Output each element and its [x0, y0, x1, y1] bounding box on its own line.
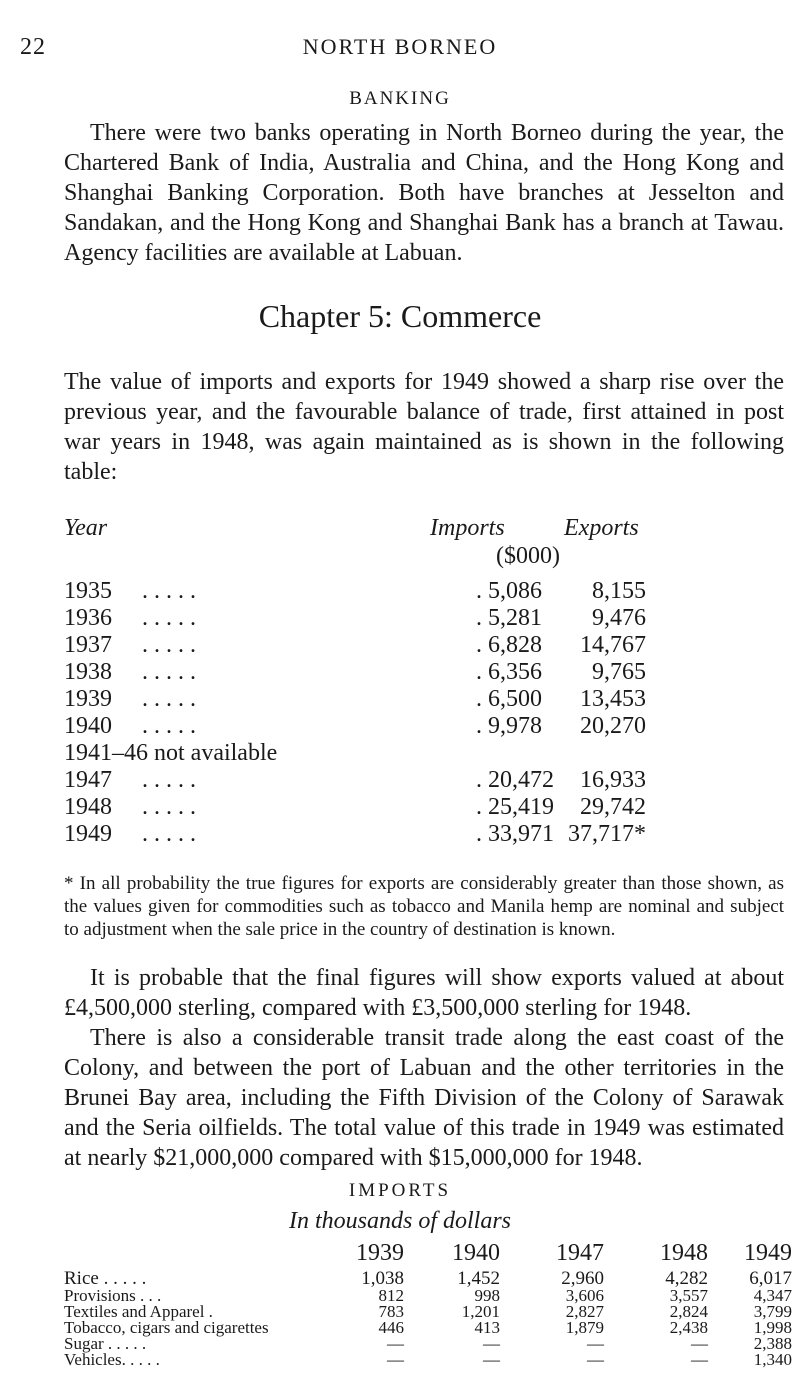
trade-row: [64, 605, 764, 631]
chapter-intro: The value of imports and exports for 1949 showed a sharp rise over the previous year, and the favourable balance of trade, first attained in post war years in 1948, was again maintained as is shown in the following table:: [64, 369, 784, 485]
trade-table-imports-header: Imports: [430, 515, 505, 541]
page-header: [0, 34, 800, 64]
imports-cell: 1,998: [753, 1318, 792, 1337]
imports-cell: 783: [378, 1302, 404, 1321]
banking-paragraph: [64, 118, 784, 268]
trade-year: 1935: [64, 578, 112, 604]
imports-cell: —: [587, 1350, 604, 1369]
trade-table-year-header: Year: [64, 515, 108, 541]
imports-cell: 2,388: [753, 1334, 792, 1353]
trade-row: [64, 767, 764, 793]
trade-year: 1949: [64, 821, 112, 847]
imports-year-header: 1940: [452, 1240, 500, 1266]
imports-cell: 4,347: [753, 1286, 792, 1305]
trade-row: [64, 821, 764, 847]
leader-dots: . . . . .: [142, 794, 196, 820]
trade-row: [64, 794, 764, 820]
imports-cell: 2,438: [669, 1318, 708, 1337]
imports-year-header: 1947: [556, 1240, 604, 1266]
imports-cell: 4,282: [665, 1268, 708, 1289]
imports-cell: 2,827: [565, 1302, 604, 1321]
imports-cell: —: [483, 1334, 500, 1353]
imports-row-label: Sugar . . . . .: [64, 1334, 147, 1353]
imports-row-label: Provisions . . .: [64, 1286, 162, 1305]
trade-table-exports-header: Exports: [564, 515, 639, 541]
imports-cell: —: [483, 1350, 500, 1369]
imports-cell: 3,606: [565, 1286, 604, 1305]
estimate-paragraph-text: It is probable that the final figures will show exports valued at about £4,500,000 sterling, compared with £3,500,000 sterling for 1948.: [64, 965, 784, 1021]
leader-dots: . . . . .: [142, 767, 196, 793]
trade-imports: . 9,978: [476, 713, 542, 739]
trade-exports: 37,717*: [568, 821, 646, 847]
trade-exports: 9,476: [592, 605, 646, 631]
leader-dots: . . . . .: [142, 632, 196, 658]
leader-dots: . . . . .: [142, 578, 196, 604]
trade-imports: . 6,356: [476, 659, 542, 685]
leader-dots: . . . . .: [142, 605, 196, 631]
imports-year-header: 1948: [660, 1240, 708, 1266]
imports-table-subtitle: In thousands of dollars: [288, 1208, 512, 1234]
imports-cell: 1,340: [753, 1350, 792, 1369]
banking-paragraph-text: There were two banks operating in North Borneo during the year, the Chartered Bank of India, Australia and China, and the Hong Kong and Shanghai Banking Corporation. Both have branches at Jesselton and Sandakan, and the Hong Kong and Shanghai Bank has a branch at Tawau. Agency facilities are available at Labuan.: [64, 120, 784, 266]
trade-year: 1938: [64, 659, 112, 685]
imports-cell: —: [587, 1334, 604, 1353]
leader-dots: . . . . .: [142, 686, 196, 712]
imports-table-title: IMPORTS: [348, 1180, 452, 1201]
leader-dots: . . . . .: [142, 821, 196, 847]
trade-year: 1940: [64, 713, 112, 739]
estimate-paragraph: [64, 963, 784, 1023]
imports-year-header: 1949: [744, 1240, 792, 1266]
trade-exports: 20,270: [580, 713, 646, 739]
banking-heading: BANKING: [349, 88, 451, 109]
trade-exports: 16,933: [580, 767, 646, 793]
imports-cell: 6,017: [749, 1268, 792, 1289]
trade-row: [64, 632, 764, 658]
trade-row-not-available: [64, 740, 764, 766]
imports-cell: 446: [378, 1318, 404, 1337]
trade-imports: . 25,419: [476, 794, 554, 820]
trade-row: [64, 578, 764, 604]
trade-row: [64, 659, 764, 685]
trade-imports: . 5,086: [476, 578, 542, 604]
transit-paragraph-text: There is also a considerable transit trade along the east coast of the Colony, and between the port of Labuan and the other territories in the Brunei Bay area, including the Fifth Division of the Colony of Sarawak and the Seria oilfields. The total value of this trade in 1949 was estimated at nearly $21,000,000 compared with $15,000,000 for 1948.: [64, 1025, 784, 1171]
imports-cell: 812: [378, 1286, 404, 1305]
trade-exports: 9,765: [592, 659, 646, 685]
imports-cell: 1,879: [565, 1318, 604, 1337]
imports-cell: 1,038: [361, 1268, 404, 1289]
imports-cell: 3,799: [753, 1302, 792, 1321]
imports-year-header: 1939: [356, 1240, 404, 1266]
trade-exports: 14,767: [580, 632, 646, 658]
imports-cell: —: [691, 1350, 708, 1369]
trade-year: 1936: [64, 605, 112, 631]
imports-cell: —: [691, 1334, 708, 1353]
trade-footnote: * In all probability the true figures for exports are considerably greater than those shown, as the values given for commodities such as tobacco and Manila hemp are nominal and subject to adjustment when the sale price in the country of destination is known.: [64, 873, 784, 940]
trade-exports: 13,453: [580, 686, 646, 712]
imports-cell: 2,824: [669, 1302, 708, 1321]
trade-imports: . 20,472: [476, 767, 554, 793]
imports-cell: 998: [474, 1286, 500, 1305]
trade-row: [64, 713, 764, 739]
trade-imports: . 6,500: [476, 686, 542, 712]
imports-row-label: Textiles and Apparel .: [64, 1302, 213, 1321]
page-number: 22: [20, 34, 46, 60]
imports-cell: 3,557: [669, 1286, 708, 1305]
trade-imports: . 6,828: [476, 632, 542, 658]
trade-year: 1939: [64, 686, 112, 712]
trade-year: 1937: [64, 632, 112, 658]
trade-exports: 29,742: [580, 794, 646, 820]
imports-row-label: Rice . . . . .: [64, 1268, 147, 1289]
trade-year: 1941–46 not available: [64, 740, 278, 766]
trade-exports: 8,155: [592, 578, 646, 604]
trade-year: 1947: [64, 767, 112, 793]
trade-table-unit: ($000): [496, 543, 560, 569]
imports-cell: 2,960: [561, 1268, 604, 1289]
running-head: NORTH BORNEO: [302, 34, 498, 59]
imports-cell: —: [387, 1350, 404, 1369]
leader-dots: . . . . .: [142, 659, 196, 685]
imports-cell: 413: [474, 1318, 500, 1337]
imports-cell: 1,201: [461, 1302, 500, 1321]
trade-imports: . 5,281: [476, 605, 542, 631]
imports-row-label: Vehicles. . . . .: [64, 1350, 160, 1369]
imports-cell: 1,452: [457, 1268, 500, 1289]
imports-row-label: Tobacco, cigars and cigarettes: [64, 1318, 269, 1337]
trade-year: 1948: [64, 794, 112, 820]
chapter-title: Chapter 5: Commerce: [258, 298, 542, 334]
trade-imports: . 33,971: [476, 821, 554, 847]
imports-cell: —: [387, 1334, 404, 1353]
leader-dots: . . . . .: [142, 713, 196, 739]
transit-paragraph: [64, 1023, 784, 1173]
trade-row: [64, 686, 764, 712]
